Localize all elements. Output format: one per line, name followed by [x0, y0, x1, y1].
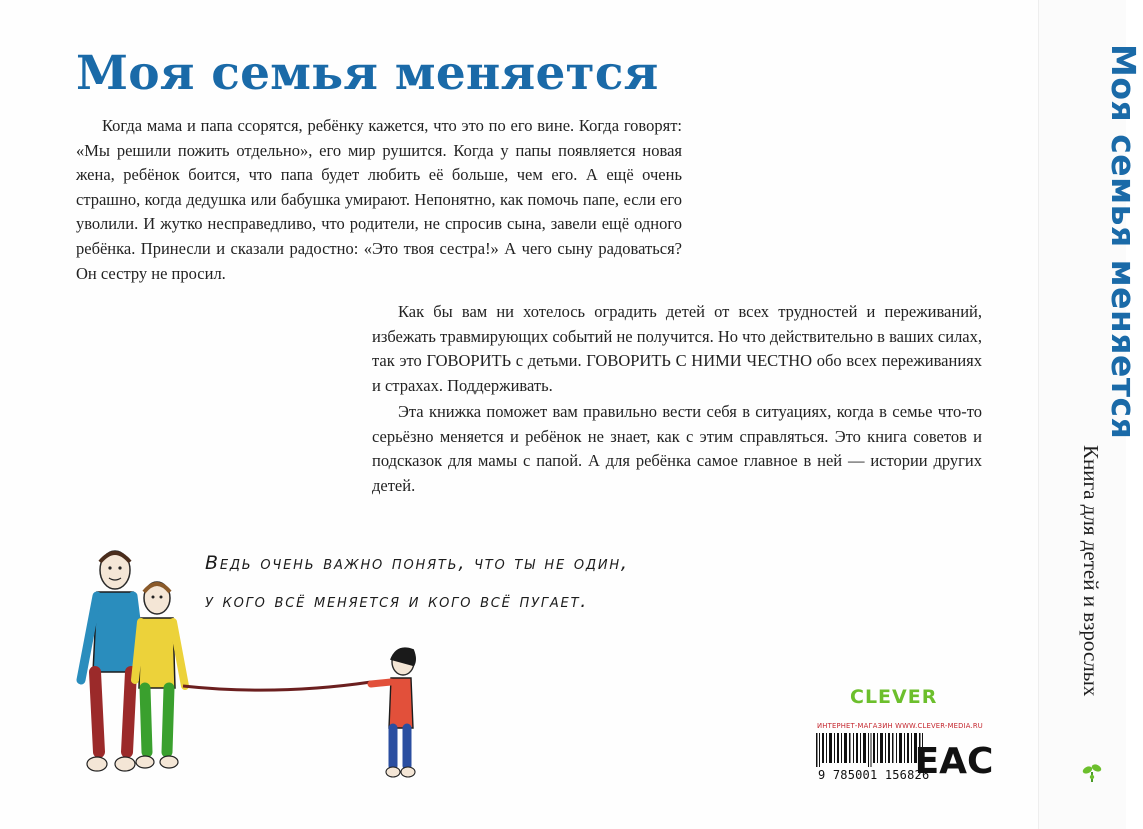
isbn-barcode — [816, 733, 924, 767]
shop-url: ИНТЕРНЕТ-МАГАЗИН WWW.CLEVER-MEDIA.RU — [817, 722, 983, 730]
clever-sprout-icon — [1080, 760, 1104, 784]
svg-text:EAC: EAC — [914, 741, 994, 782]
child-figure — [371, 648, 415, 777]
page-title: Моя семья меняется — [76, 46, 659, 101]
handwritten-line-1: Ведь очень важно понять, что ты не один, — [205, 552, 629, 574]
father-figure — [81, 551, 141, 771]
mother-figure — [135, 582, 185, 768]
handwritten-line-2: у кого всё меняется и кого всё пугает. — [205, 590, 589, 612]
intro-paragraph: Когда мама и папа ссорятся, ребёнку кажется, что это по его вине. Когда говорят: «Мы решили пожить отдельно», его мир рушится. Когда у папы появляется новая жена, ребёнок боится, что папа будет любить её больше, чем его. А ещё очень страшно, когда дедушка или бабушка умирают. Непонятно, как помочь папе, если его уволили. И жутко несправедливо, что родители, не спросив сына, завели ещё одного ребёнка. Принесли и сказали радостно: «Это твоя сестра!» А чего сыну радоваться? Он сестру не просил. — [76, 116, 682, 283]
spine-subtitle: Книга для детей и взрослых — [1079, 445, 1103, 697]
advice-paragraph: Как бы вам ни хотелось оградить детей от всех трудностей и переживаний, избежать травмирующих событий не получится. Но что действительно в ваших силах, так это ГОВОРИТЬ с детьми. ГОВОРИТЬ С НИМИ ЧЕСТНО обо всех переживаниях и страхах. Поддерживать. — [372, 302, 982, 395]
rope-line — [183, 682, 371, 690]
book-description-paragraph: Эта книжка поможет вам правильно вести себя в ситуациях, когда в семье что-то серьёзно меняется и ребёнок не знает, как с этим справляться. Это книга советов и подсказок для мамы с папой. А для ребёнка самое главное в ней — истории других детей. — [372, 402, 982, 495]
clever-logo: CLEVER — [850, 686, 938, 708]
family-drawing-illustration — [75, 540, 435, 780]
spine-title: Моя семья меняется — [1104, 44, 1143, 440]
isbn-number: 9 785001 156826 — [818, 768, 930, 782]
eac-certification-mark — [914, 731, 994, 782]
